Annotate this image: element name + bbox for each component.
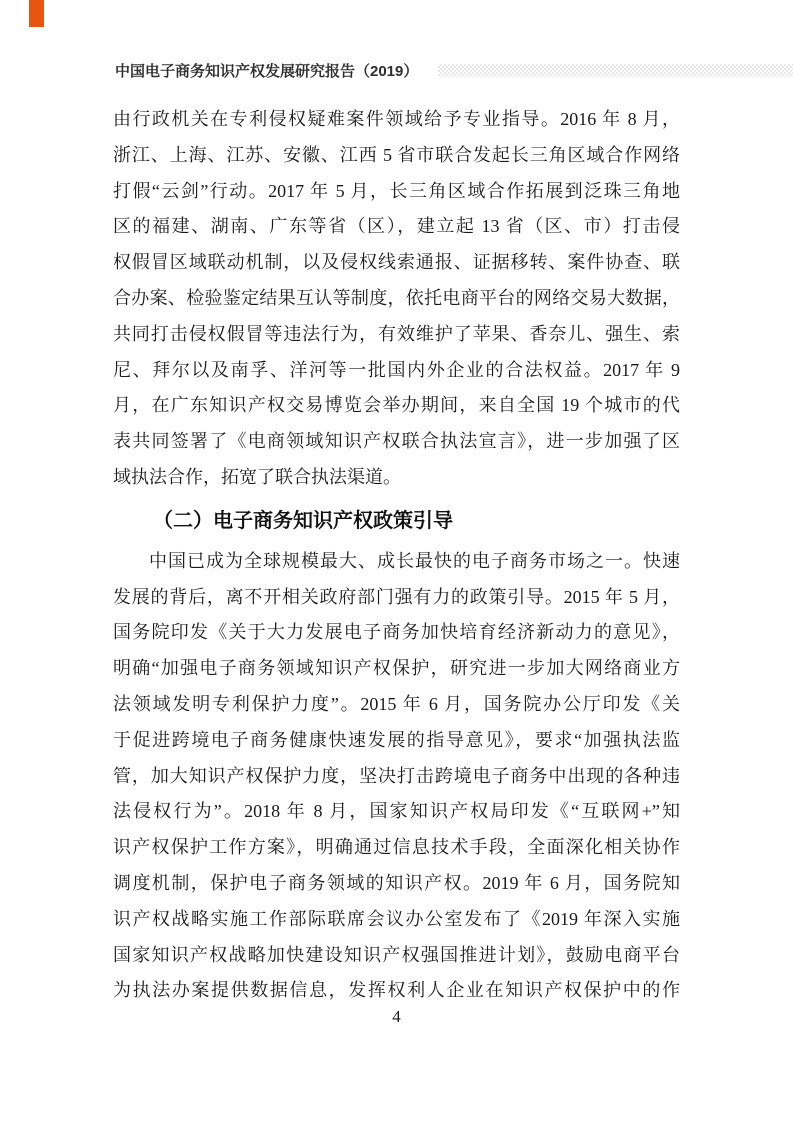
text-line: 浙江、上海、江苏、安徽、江西 5 省市联合发起长三角区域合作网络 <box>113 144 680 165</box>
page-number: 4 <box>392 1007 401 1026</box>
header-checker-strip <box>438 64 793 77</box>
orange-corner-marker <box>29 0 44 27</box>
text-line: 调度机制，保护电子商务领域的知识产权。2019 年 6 月，国务院知 <box>113 872 680 893</box>
text-line: 月，在广东知识产权交易博览会举办期间，来自全国 19 个城市的代 <box>113 395 680 416</box>
text-line: 表共同签署了《电商领域知识产权联合执法宣言》，进一步加强了区 <box>113 431 680 452</box>
text-line: 于促进跨境电子商务健康快速发展的指导意见》，要求“加强执法监 <box>113 729 680 750</box>
text-line: 域执法合作，拓宽了联合执法渠道。 <box>113 466 401 487</box>
text-line: 区的福建、湖南、广东等省（区），建立起 13 省（区、市）打击侵 <box>113 216 680 237</box>
text-line: 共同打击侵权假冒等违法行为，有效维护了苹果、香奈儿、强生、索 <box>113 323 680 344</box>
text-line: 国家知识产权战略加快建设知识产权强国推进计划》，鼓励电商平台 <box>113 944 680 965</box>
text-line: 由行政机关在专利侵权疑难案件领域给予专业指导。2016 年 8 月， <box>113 109 680 129</box>
text-line: 打假“云剑”行动。2017 年 5 月，长三角区域合作拓展到泛珠三角地 <box>113 180 680 201</box>
text-line: 为执法办案提供数据信息，发挥权利人企业在知识产权保护中的作 <box>113 980 680 1001</box>
text-line: 国务院印发《关于大力发展电子商务加快培育经济新动力的意见》， <box>113 622 680 643</box>
text-line: 法领域发明专利保护力度”。2015 年 6 月，国务院办公厅印发《关 <box>113 693 680 714</box>
page-footer <box>0 1007 793 1027</box>
text-line: 明确“加强电子商务领域知识产权保护，研究进一步加大网络商业方 <box>113 658 680 679</box>
section-heading-policy-guidance: （二）电子商务知识产权政策引导 <box>153 509 453 532</box>
text-line: 识产权战略实施工作部际联席会议办公室发布了《2019 年深入实施 <box>113 908 680 929</box>
paragraph-regional-enforcement <box>113 102 680 496</box>
text-line: 尼、拜尔以及南孚、洋河等一批国内外企业的合法权益。2017 年 9 <box>113 359 680 380</box>
text-line: 合办案、检验鉴定结果互认等制度，依托电商平台的网络交易大数据， <box>113 287 680 308</box>
text-line: 识产权保护工作方案》，明确通过信息技术手段，全面深化相关协作 <box>113 837 680 858</box>
text-line: 法侵权行为”。2018 年 8 月，国家知识产权局印发《“互联网+”知 <box>113 801 680 822</box>
document-body <box>113 102 680 1009</box>
text-line: 发展的背后，离不开相关政府部门强有力的政策引导。2015 年 5 月， <box>113 586 680 607</box>
text-line: 权假冒区域联动机制，以及侵权线索通报、证据移转、案件协查、联 <box>113 252 680 273</box>
paragraph-policy-guidance <box>113 544 680 1009</box>
report-header-title: 中国电子商务知识产权发展研究报告（2019） <box>115 62 419 80</box>
text-line: 管，加大知识产权保护力度，坚决打击跨境电子商务中出现的各种违 <box>113 765 680 786</box>
text-line: 中国已成为全球规模最大、成长最快的电子商务市场之一。快速 <box>149 550 680 571</box>
page-header <box>115 58 793 82</box>
